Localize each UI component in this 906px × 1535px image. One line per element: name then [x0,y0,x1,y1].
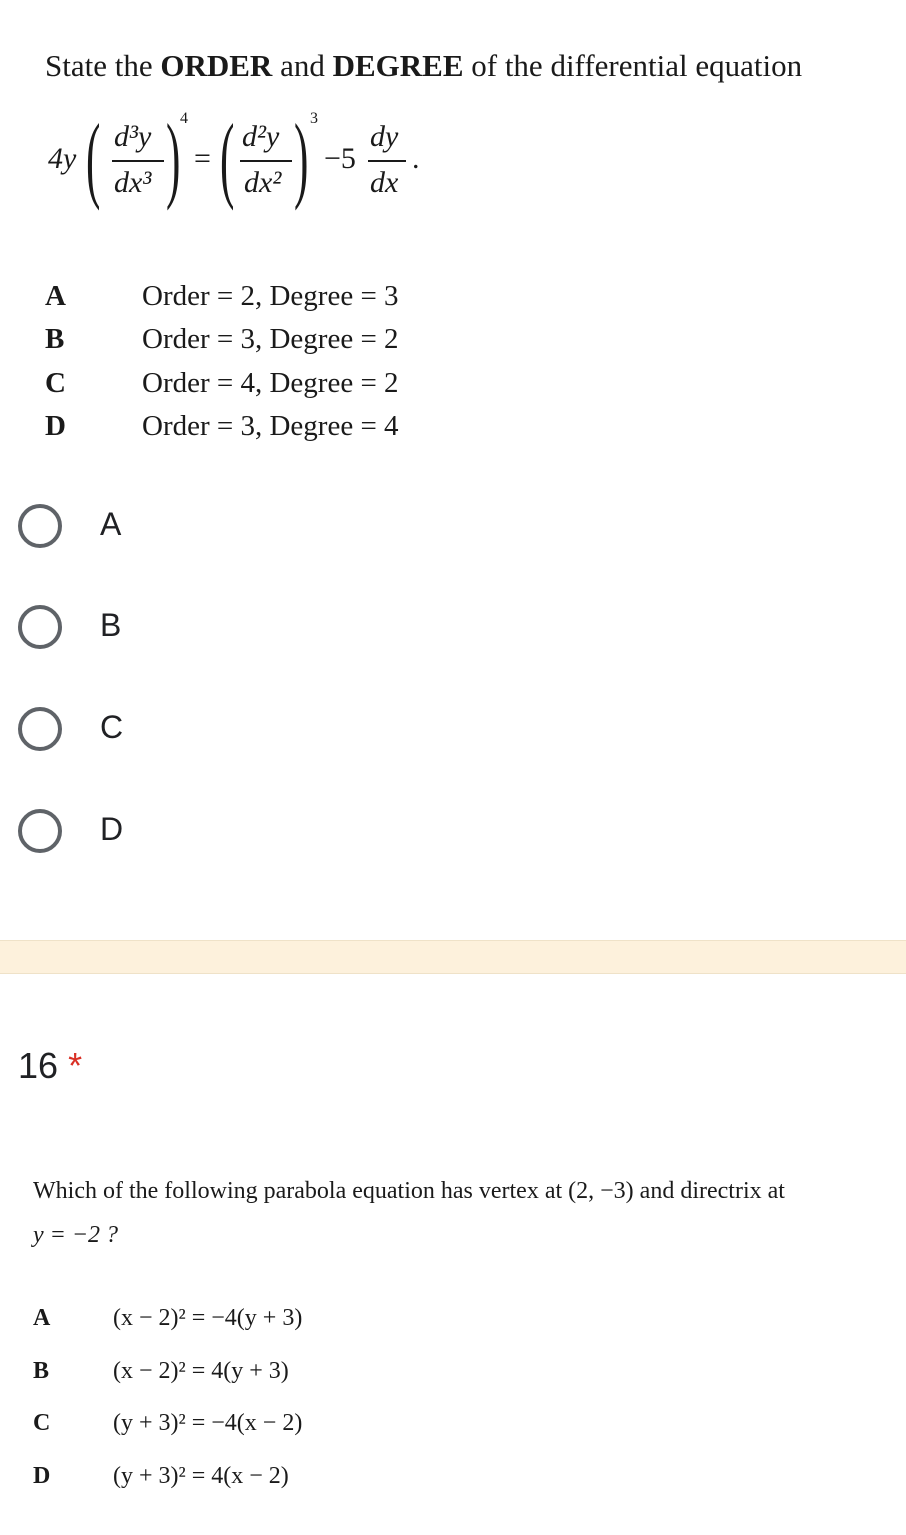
radio-option-b[interactable]: B [18,603,218,651]
eq-paren-close-2: ) [294,104,309,211]
radio-circle[interactable] [18,504,62,548]
question-statement: State the ORDER and DEGREE of the differential equation [45,48,803,83]
required-marker: * [68,1045,83,1086]
eq-num-right: d²y [242,120,280,153]
differential-equation [48,104,448,212]
eq-paren-open-1: ( [86,104,101,211]
question-text-line2: y = −2 ? [33,1222,119,1248]
eq-power-right: 3 [310,110,318,127]
radio-circle[interactable] [18,707,62,751]
eq-fraction-bar [112,160,164,162]
eq-minus-coef: −5 [324,142,356,175]
order-keyword: ORDER [160,48,273,83]
eq-fraction-bar [240,160,292,162]
eq-den-left: dx³ [114,166,152,199]
eq-paren-open-2: ( [220,104,235,211]
eq-coef-left: 4y [48,142,77,175]
radio-option-d[interactable]: D [18,807,218,855]
eq-equals: = [194,142,211,175]
eq-den-last: dx [370,166,399,199]
eq-paren-close-1: ) [166,104,181,211]
eq-period: . [412,142,420,175]
question-text-line1: Which of the following parabola equation has vertex at (2, −3) and directrix at [33,1178,785,1204]
question-number: 16 * [18,1045,83,1086]
section-divider [0,940,906,974]
eq-num-last: dy [370,120,399,153]
degree-keyword: DEGREE [332,48,464,83]
radio-circle[interactable] [18,809,62,853]
eq-fraction-bar [368,160,406,162]
eq-power-left: 4 [180,110,188,127]
radio-circle[interactable] [18,605,62,649]
radio-option-c[interactable]: C [18,705,218,753]
eq-num-left: d³y [114,120,152,153]
radio-option-a[interactable]: A [18,502,218,550]
eq-den-right: dx² [244,166,282,199]
